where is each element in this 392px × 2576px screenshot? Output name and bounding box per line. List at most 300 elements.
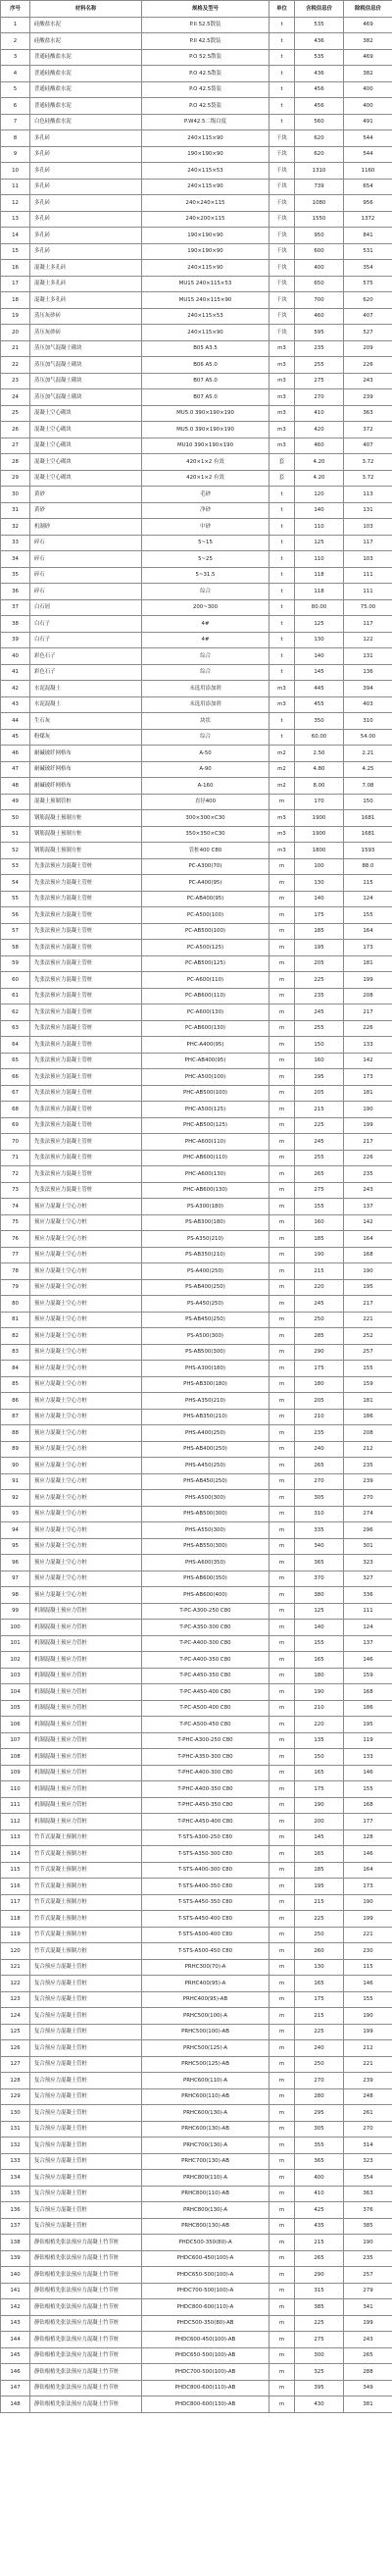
price-with-tax: 215: [295, 1102, 344, 1118]
unit: m3: [270, 843, 295, 859]
spec-model: T-STS-A450-400 C80: [142, 1911, 270, 1928]
table-row: [1, 1393, 392, 1410]
unit: m: [270, 1571, 295, 1587]
table-row: [1, 2283, 392, 2299]
table-row: [1, 1069, 392, 1086]
price-without-tax: 310: [344, 713, 392, 730]
row-number: 82: [1, 1328, 30, 1345]
table-row: [1, 746, 392, 762]
table-row: [1, 1927, 392, 1943]
price-with-tax: 130: [295, 1959, 344, 1976]
material-name: 复合预应力混凝土管桩: [30, 2218, 142, 2235]
material-name: 钢筋混凝土预制方桩: [30, 810, 142, 827]
price-with-tax: 255: [295, 357, 344, 374]
unit: m: [270, 2186, 295, 2202]
row-number: 111: [1, 1797, 30, 1814]
unit: m: [270, 1231, 295, 1248]
price-with-tax: 335: [295, 1522, 344, 1539]
table-row: [1, 955, 392, 972]
row-number: 146: [1, 2364, 30, 2381]
row-number: 66: [1, 1069, 30, 1086]
spec-model: PRHC700(130)-AB: [142, 2153, 270, 2170]
material-name: 静钻根植先张法预应力混凝土竹节桩: [30, 2347, 142, 2364]
row-number: 142: [1, 2299, 30, 2316]
material-name: 先张法预应力混凝土管桩: [30, 1037, 142, 1054]
price-with-tax: 275: [295, 2332, 344, 2348]
unit: m: [270, 1538, 295, 1555]
price-with-tax: 225: [295, 972, 344, 989]
table-row: [1, 729, 392, 746]
material-name: 多孔砖: [30, 146, 142, 163]
spec-model: T-PHC-A450-400 C80: [142, 1814, 270, 1830]
row-number: 41: [1, 664, 30, 681]
row-number: 13: [1, 211, 30, 228]
price-with-tax: 305: [295, 2121, 344, 2138]
price-with-tax: 125: [295, 1603, 344, 1620]
row-number: 14: [1, 228, 30, 244]
spec-model: 净砂: [142, 502, 270, 519]
spec-model: T-STS-A300-250 C80: [142, 1829, 270, 1846]
material-name: 先张法预应力混凝土管桩: [30, 1020, 142, 1037]
table-row: [1, 2267, 392, 2284]
spec-model: PS-AB300(180): [142, 1214, 270, 1231]
price-without-tax: 323: [344, 2153, 392, 2170]
table-row: [1, 66, 392, 82]
price-without-tax: 164: [344, 1862, 392, 1879]
price-without-tax: 491: [344, 114, 392, 130]
price-without-tax: 186: [344, 1700, 392, 1717]
spec-model: PS-AB500(300): [142, 1344, 270, 1361]
price-without-tax: 173: [344, 940, 392, 956]
spec-model: 中砂: [142, 519, 270, 536]
spec-model: PRHC600(130)-A: [142, 2105, 270, 2122]
material-name: 硅酸盐水泥: [30, 33, 142, 50]
row-number: 115: [1, 1862, 30, 1879]
table-row: [1, 2040, 392, 2057]
table-row: [1, 940, 392, 956]
unit: t: [270, 487, 295, 503]
unit: m: [270, 794, 295, 810]
unit: m: [270, 2040, 295, 2057]
row-number: 134: [1, 2170, 30, 2187]
spec-model: 综合: [142, 664, 270, 681]
material-name: 预应力混凝土空心方桩: [30, 1344, 142, 1361]
material-name: 先张法预应力混凝土管桩: [30, 1102, 142, 1118]
row-number: 145: [1, 2347, 30, 2364]
table-row: [1, 1085, 392, 1102]
material-name: 机制混凝土预应力管桩: [30, 1732, 142, 1749]
unit: m: [270, 1522, 295, 1539]
spec-model: 5~15: [142, 535, 270, 551]
table-row: [1, 1231, 392, 1248]
price-without-tax: 248: [344, 2088, 392, 2105]
material-name: 先张法预应力混凝土管桩: [30, 923, 142, 940]
row-number: 90: [1, 1458, 30, 1474]
unit: m: [270, 1879, 295, 1895]
spec-model: PHDC650-500(100)-A: [142, 2267, 270, 2284]
unit: m: [270, 1214, 295, 1231]
unit: m: [270, 891, 295, 907]
material-name: 白色硅酸盐水泥: [30, 114, 142, 130]
table-row: [1, 487, 392, 503]
spec-model: PHDC650-500(100)-AB: [142, 2347, 270, 2364]
spec-model: 未选用添加剂: [142, 681, 270, 697]
spec-model: T-PC-A500-450 C80: [142, 1717, 270, 1733]
table-row: [1, 2250, 392, 2267]
row-number: 24: [1, 389, 30, 406]
price-with-tax: 245: [295, 1134, 344, 1151]
row-number: 30: [1, 487, 30, 503]
price-with-tax: 350: [295, 713, 344, 730]
unit: m: [270, 1393, 295, 1410]
row-number: 81: [1, 1312, 30, 1328]
price-with-tax: 150: [295, 1749, 344, 1766]
price-without-tax: 111: [344, 1603, 392, 1620]
table-row: [1, 551, 392, 568]
unit: m: [270, 2267, 295, 2284]
spec-model: PRHC300(70)-A: [142, 1959, 270, 1976]
spec-model: T-STS-A500-400 C80: [142, 1927, 270, 1943]
material-name: 先张法预应力混凝土管桩: [30, 955, 142, 972]
table-row: [1, 1717, 392, 1733]
price-with-tax: 175: [295, 1361, 344, 1377]
material-name: 耐碱玻纤网格布: [30, 761, 142, 778]
price-with-tax: 140: [295, 502, 344, 519]
material-name: 复合预应力混凝土管桩: [30, 1991, 142, 2008]
spec-model: PRHC500(125)-A: [142, 2040, 270, 2057]
row-number: 93: [1, 1506, 30, 1522]
price-without-tax: 173: [344, 1879, 392, 1895]
spec-model: PRHC800(130)-A: [142, 2202, 270, 2219]
price-without-tax: 257: [344, 1344, 392, 1361]
row-number: 46: [1, 746, 30, 762]
price-without-tax: 235: [344, 2250, 392, 2267]
row-number: 11: [1, 179, 30, 195]
table-row: [1, 1247, 392, 1263]
spec-model: PC-AB600(130): [142, 1020, 270, 1037]
table-row: [1, 98, 392, 115]
table-row: [1, 1991, 392, 2008]
unit: m: [270, 2380, 295, 2396]
price-with-tax: 195: [295, 1879, 344, 1895]
unit: m: [270, 1732, 295, 1749]
material-name: 耐碱玻纤网格布: [30, 746, 142, 762]
price-without-tax: 155: [344, 1781, 392, 1798]
price-without-tax: 323: [344, 1555, 392, 1571]
price-without-tax: 113: [344, 487, 392, 503]
unit: m: [270, 1102, 295, 1118]
table-row: [1, 260, 392, 277]
price-without-tax: 327: [344, 1571, 392, 1587]
price-without-tax: 527: [344, 325, 392, 341]
table-row: [1, 794, 392, 810]
material-name: 静钻根植先张法预应力混凝土竹节桩: [30, 2396, 142, 2413]
price-with-tax: 425: [295, 2202, 344, 2219]
unit: t: [270, 49, 295, 66]
table-row: [1, 519, 392, 536]
row-number: 84: [1, 1361, 30, 1377]
table-row: [1, 49, 392, 66]
unit: m: [270, 1506, 295, 1522]
spec-model: MU10 390×190×190: [142, 438, 270, 454]
table-row: [1, 1555, 392, 1571]
unit: m: [270, 1199, 295, 1215]
spec-model: PHDC700-500(100)-A: [142, 2283, 270, 2299]
material-name: 先张法预应力混凝土管桩: [30, 940, 142, 956]
row-number: 75: [1, 1214, 30, 1231]
price-with-tax: 270: [295, 1473, 344, 1490]
price-without-tax: 221: [344, 2056, 392, 2073]
unit: m: [270, 1684, 295, 1701]
table-row: [1, 2138, 392, 2154]
spec-model: PRHC500(125)-AB: [142, 2056, 270, 2073]
price-with-tax: 120: [295, 487, 344, 503]
table-row: [1, 1538, 392, 1555]
price-without-tax: 376: [344, 2202, 392, 2219]
table-row: [1, 1684, 392, 1701]
unit: m: [270, 2202, 295, 2219]
row-number: 31: [1, 502, 30, 519]
price-without-tax: 239: [344, 1473, 392, 1490]
price-without-tax: 382: [344, 33, 392, 50]
price-without-tax: 363: [344, 405, 392, 422]
price-with-tax: 190: [295, 1797, 344, 1814]
price-with-tax: 195: [295, 1069, 344, 1086]
unit: t: [270, 599, 295, 616]
unit: m: [270, 1927, 295, 1943]
price-with-tax: 225: [295, 1911, 344, 1928]
price-without-tax: 1681: [344, 810, 392, 827]
price-without-tax: 2.21: [344, 746, 392, 762]
row-number: 53: [1, 858, 30, 875]
material-name: 蒸压加气混凝土砌块: [30, 340, 142, 357]
table-row: [1, 1053, 392, 1069]
material-name: 复合预应力混凝土管桩: [30, 2008, 142, 2025]
material-name: 先张法预应力混凝土管桩: [30, 1085, 142, 1102]
unit: m2: [270, 761, 295, 778]
material-name: 先张法预应力混凝土管桩: [30, 972, 142, 989]
table-row: [1, 1943, 392, 1960]
table-row: [1, 292, 392, 309]
material-name: 蒸压加气混凝土砌块: [30, 373, 142, 389]
table-row: [1, 1571, 392, 1587]
table-row: [1, 1587, 392, 1604]
material-name: 预应力混凝土空心方桩: [30, 1409, 142, 1425]
material-name: 生石灰: [30, 713, 142, 730]
price-with-tax: 240: [295, 2040, 344, 2057]
row-number: 126: [1, 2040, 30, 2057]
table-row: [1, 1005, 392, 1021]
unit: m: [270, 1555, 295, 1571]
price-without-tax: 407: [344, 438, 392, 454]
unit: m: [270, 1425, 295, 1442]
unit: t: [270, 713, 295, 730]
price-with-tax: 535: [295, 17, 344, 33]
material-name: 先张法预应力混凝土管桩: [30, 858, 142, 875]
material-name: 复合预应力混凝土管桩: [30, 2056, 142, 2073]
price-without-tax: 544: [344, 130, 392, 147]
spec-model: 综合: [142, 648, 270, 665]
unit: m: [270, 1085, 295, 1102]
unit: t: [270, 98, 295, 115]
row-number: 68: [1, 1102, 30, 1118]
unit: m: [270, 1263, 295, 1280]
price-without-tax: 239: [344, 2073, 392, 2089]
spec-model: 350×350×C30: [142, 826, 270, 843]
header-spec: 规格及型号: [142, 1, 270, 18]
price-with-tax: 4.20: [295, 454, 344, 471]
table-row: [1, 1263, 392, 1280]
price-with-tax: 365: [295, 1555, 344, 1571]
price-without-tax: 354: [344, 260, 392, 277]
row-number: 129: [1, 2088, 30, 2105]
price-without-tax: 115: [344, 1959, 392, 1976]
price-without-tax: 137: [344, 1635, 392, 1652]
row-number: 3: [1, 49, 30, 66]
price-with-tax: 2.50: [295, 746, 344, 762]
material-name: 竹节式混凝土预制方桩: [30, 1862, 142, 1879]
unit: m: [270, 1781, 295, 1798]
unit: m: [270, 1620, 295, 1636]
spec-model: PS-A450(250): [142, 1296, 270, 1313]
material-name: 复合预应力混凝土管桩: [30, 2153, 142, 2170]
price-without-tax: 142: [344, 1214, 392, 1231]
spec-model: PHS-AB350(210): [142, 1409, 270, 1425]
spec-model: PC-A300(70): [142, 858, 270, 875]
unit: t: [270, 567, 295, 584]
table-row: [1, 1490, 392, 1507]
price-with-tax: 290: [295, 2267, 344, 2284]
material-name: 机制混凝土预应力管桩: [30, 1717, 142, 1733]
table-row: [1, 1182, 392, 1199]
table-row: [1, 2170, 392, 2187]
price-without-tax: 301: [344, 1538, 392, 1555]
unit: m: [270, 1473, 295, 1490]
unit: m: [270, 1829, 295, 1846]
spec-model: PS-A500(300): [142, 1328, 270, 1345]
spec-model: PRHC600(110)-A: [142, 2073, 270, 2089]
unit: m: [270, 1652, 295, 1669]
price-without-tax: 164: [344, 923, 392, 940]
spec-model: PHC-AB500(100): [142, 1085, 270, 1102]
price-without-tax: 146: [344, 1846, 392, 1863]
material-name: 预应力混凝土空心方桩: [30, 1263, 142, 1280]
table-row: [1, 1134, 392, 1151]
row-number: 86: [1, 1393, 30, 1410]
spec-model: 240×115×90: [142, 260, 270, 277]
spec-model: PC-A500(100): [142, 907, 270, 924]
unit: t: [270, 664, 295, 681]
price-with-tax: 225: [295, 2315, 344, 2332]
spec-model: 190×190×90: [142, 243, 270, 260]
price-without-tax: 400: [344, 81, 392, 98]
price-with-tax: 535: [295, 49, 344, 66]
row-number: 10: [1, 163, 30, 180]
price-with-tax: 165: [295, 1765, 344, 1781]
material-name: 普通硅酸盐水泥: [30, 49, 142, 66]
table-row: [1, 843, 392, 859]
material-name: 静钻根植先张法预应力混凝土竹节桩: [30, 2235, 142, 2251]
table-row: [1, 1797, 392, 1814]
spec-model: T-PC-A350-300 C80: [142, 1620, 270, 1636]
price-with-tax: 225: [295, 2024, 344, 2040]
row-number: 70: [1, 1134, 30, 1151]
price-without-tax: 212: [344, 1441, 392, 1458]
spec-model: B05 A3.5: [142, 340, 270, 357]
row-number: 49: [1, 794, 30, 810]
spec-model: A-50: [142, 746, 270, 762]
unit: m: [270, 1376, 295, 1393]
price-without-tax: 146: [344, 1652, 392, 1669]
spec-model: PC-AB400(95): [142, 891, 270, 907]
price-without-tax: 111: [344, 567, 392, 584]
material-name: 静钻根植先张法预应力混凝土竹节桩: [30, 2332, 142, 2348]
price-without-tax: 956: [344, 195, 392, 212]
price-with-tax: 436: [295, 66, 344, 82]
table-row: [1, 2396, 392, 2413]
material-name: 普通硅酸盐水泥: [30, 66, 142, 82]
table-row: [1, 33, 392, 50]
price-without-tax: 226: [344, 1150, 392, 1166]
price-with-tax: 220: [295, 1279, 344, 1296]
material-name: 多孔砖: [30, 130, 142, 147]
row-number: 85: [1, 1376, 30, 1393]
material-name: 机制混凝土预应力管桩: [30, 1700, 142, 1717]
price-without-tax: 279: [344, 2283, 392, 2299]
material-name: 先张法预应力混凝土管桩: [30, 1150, 142, 1166]
material-name: 白石子: [30, 632, 142, 648]
table-row: [1, 163, 392, 180]
row-number: 5: [1, 81, 30, 98]
spec-model: PHC-A600(130): [142, 1166, 270, 1183]
row-number: 21: [1, 340, 30, 357]
material-name: 预应力混凝土空心方桩: [30, 1279, 142, 1296]
spec-model: 420×1×2 有效: [142, 470, 270, 487]
table-row: [1, 243, 392, 260]
material-name: 预应力混凝土空心方桩: [30, 1522, 142, 1539]
price-without-tax: 103: [344, 519, 392, 536]
price-without-tax: 122: [344, 632, 392, 648]
row-number: 23: [1, 373, 30, 389]
unit: m: [270, 907, 295, 924]
price-with-tax: 355: [295, 2138, 344, 2154]
price-with-tax: 240: [295, 1441, 344, 1458]
unit: t: [270, 729, 295, 746]
material-name: 竹节式混凝土预制方桩: [30, 1894, 142, 1911]
unit: m: [270, 1328, 295, 1345]
price-without-tax: 265: [344, 2347, 392, 2364]
spec-model: PRHC600(110)-AB: [142, 2088, 270, 2105]
table-row: [1, 1102, 392, 1118]
unit: m: [270, 2332, 295, 2348]
unit: m3: [270, 826, 295, 843]
material-name: 预应力混凝土空心方桩: [30, 1587, 142, 1604]
price-without-tax: 296: [344, 1522, 392, 1539]
table-row: [1, 454, 392, 471]
table-row: [1, 1749, 392, 1766]
spec-model: PC-AB600(110): [142, 988, 270, 1005]
spec-model: PHC-A600(110): [142, 1134, 270, 1151]
price-without-tax: 155: [344, 1991, 392, 2008]
price-with-tax: 595: [295, 325, 344, 341]
price-without-tax: 208: [344, 988, 392, 1005]
row-number: 135: [1, 2186, 30, 2202]
material-name: 竹节式混凝土预制方桩: [30, 1879, 142, 1895]
price-without-tax: 226: [344, 357, 392, 374]
price-with-tax: 315: [295, 2283, 344, 2299]
price-with-tax: 175: [295, 1781, 344, 1798]
table-row: [1, 2088, 392, 2105]
